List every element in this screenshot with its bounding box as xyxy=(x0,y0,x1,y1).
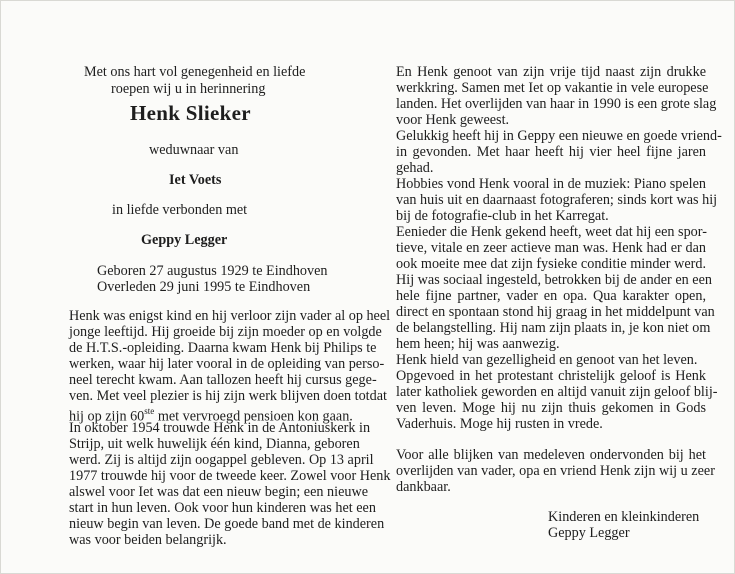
body-line: Opgevoed in het protestant christelijk geloof is Henk xyxy=(396,368,706,384)
bio-line: ven. Met veel plezier is hij zijn werk blijven doen totdat xyxy=(69,388,387,404)
bio-line: start in hun leven. Ook voor hun kinderen was het een xyxy=(69,500,376,516)
bio-line: nieuw begin van leven. De goede band met de kinderen xyxy=(69,516,385,532)
ordinal-suffix: ste xyxy=(144,406,155,416)
bond-label: in liefde verbonden met xyxy=(112,202,248,218)
body-line: Gelukkig heeft hij in Geppy een nieuwe en goede vriend- xyxy=(396,128,722,144)
bio-line: neel terecht kwam. Aan tallozen heeft hij cursus gege- xyxy=(69,372,377,388)
thanks-line: Voor alle blijken van medeleven ondervonden bij het xyxy=(396,447,706,463)
right-column xyxy=(367,0,735,574)
bio-text: hij op zijn 60 xyxy=(69,408,145,425)
widower-label: weduwnaar van xyxy=(149,142,239,158)
deceased-name: Henk Slieker xyxy=(130,101,251,125)
intro-line: Met ons hart vol genegenheid en liefde xyxy=(84,64,306,80)
body-line: hele fijne partner, vader en opa. Qua karakter open, xyxy=(396,288,706,304)
body-line: ven leven. Moge hij nu zijn thuis gekomen in Gods xyxy=(396,400,706,416)
body-line: Hobbies vond Henk vooral in de muziek: Piano spelen xyxy=(396,176,706,192)
first-spouse-name: Iet Voets xyxy=(169,172,222,188)
second-spouse-name: Geppy Legger xyxy=(141,232,228,248)
bio-line: werd. Zij is altijd zijn oogappel gebleven. Op 13 april xyxy=(69,452,374,468)
bio-line: werken, waar hij later vooral in de opleiding van perso- xyxy=(69,356,385,372)
thanks-line: overlijden van vader, opa en vriend Henk zijn wij u zeer xyxy=(396,463,715,479)
body-line: van huis uit en daarnaast fotograferen; sinds kort was hij xyxy=(396,192,718,208)
birth-line: Geboren 27 augustus 1929 te Eindhoven xyxy=(97,263,328,279)
bio-line: Strijp, uit welk huwelijk één kind, Dianna, geboren xyxy=(69,436,360,452)
body-line: bij de fotografie-club in het Karregat. xyxy=(396,208,609,224)
body-line: later katholiek geworden en altijd vanuit zijn geloof blij- xyxy=(396,384,718,400)
bio-text: met vervroegd pensioen kon gaan. xyxy=(154,408,353,425)
bio-line: was voor beiden belangrijk. xyxy=(69,532,227,548)
body-line: Hij was sociaal ingesteld, betrokken bij de ander en een xyxy=(396,272,712,288)
bio-line: In oktober 1954 trouwde Henk in de Antoniuskerk in xyxy=(69,420,371,436)
bio-line: Henk was enigst kind en hij verloor zijn vader al op heel xyxy=(69,308,391,324)
body-line: Vaderhuis. Moge hij rusten in vrede. xyxy=(396,416,603,432)
body-line: ook moeite mee dat zijn fysieke conditie minder werd. xyxy=(396,256,706,272)
bio-line: de H.T.S.-opleiding. Daarna kwam Henk bij Philips te xyxy=(69,340,377,356)
bio-line: jonge leeftijd. Hij groeide bij zijn moeder op en volgde xyxy=(69,324,382,340)
body-line: landen. Het overlijden van haar in 1990 is een grote slag xyxy=(396,96,717,112)
body-line: Henk hield van gezelligheid en genoot van het leven. xyxy=(396,352,698,368)
intro-line: roepen wij u in herinnering xyxy=(111,81,266,97)
thanks-line: dankbaar. xyxy=(396,479,451,495)
bio-line: alswel voor Iet was dat een nieuw begin; een nieuwe xyxy=(69,484,369,500)
body-line: direct en spontaan stond hij graag in het middelpunt van xyxy=(396,304,715,320)
body-line: werkkring. Samen met Iet op vakantie in vele europese xyxy=(396,80,709,96)
body-line: de belangstelling. Hij nam zijn plaats in, je kon niet om xyxy=(396,320,711,336)
bio-line: 1977 trouwde hij voor de tweede keer. Zowel voor Henk xyxy=(69,468,391,484)
body-line: tieve, vitale en zeer actieve man was. Henk had er dan xyxy=(396,240,706,256)
death-line: Overleden 29 juni 1995 te Eindhoven xyxy=(97,279,311,295)
body-line: hem heen; hij was aanwezig. xyxy=(396,336,560,352)
body-line: gehad. xyxy=(396,160,434,176)
body-line: En Henk genoot van zijn vrije tijd naast zijn drukke xyxy=(396,64,706,80)
body-line: Eenieder die Henk gekend heeft, weet dat hij een spor- xyxy=(396,224,707,240)
body-line: in gevonden. Met haar heeft hij vier heel fijne jaren xyxy=(396,144,706,160)
signature-line: Geppy Legger xyxy=(548,525,630,541)
signature-line: Kinderen en kleinkinderen xyxy=(548,509,700,525)
body-line: voor Henk geweest. xyxy=(396,112,510,128)
